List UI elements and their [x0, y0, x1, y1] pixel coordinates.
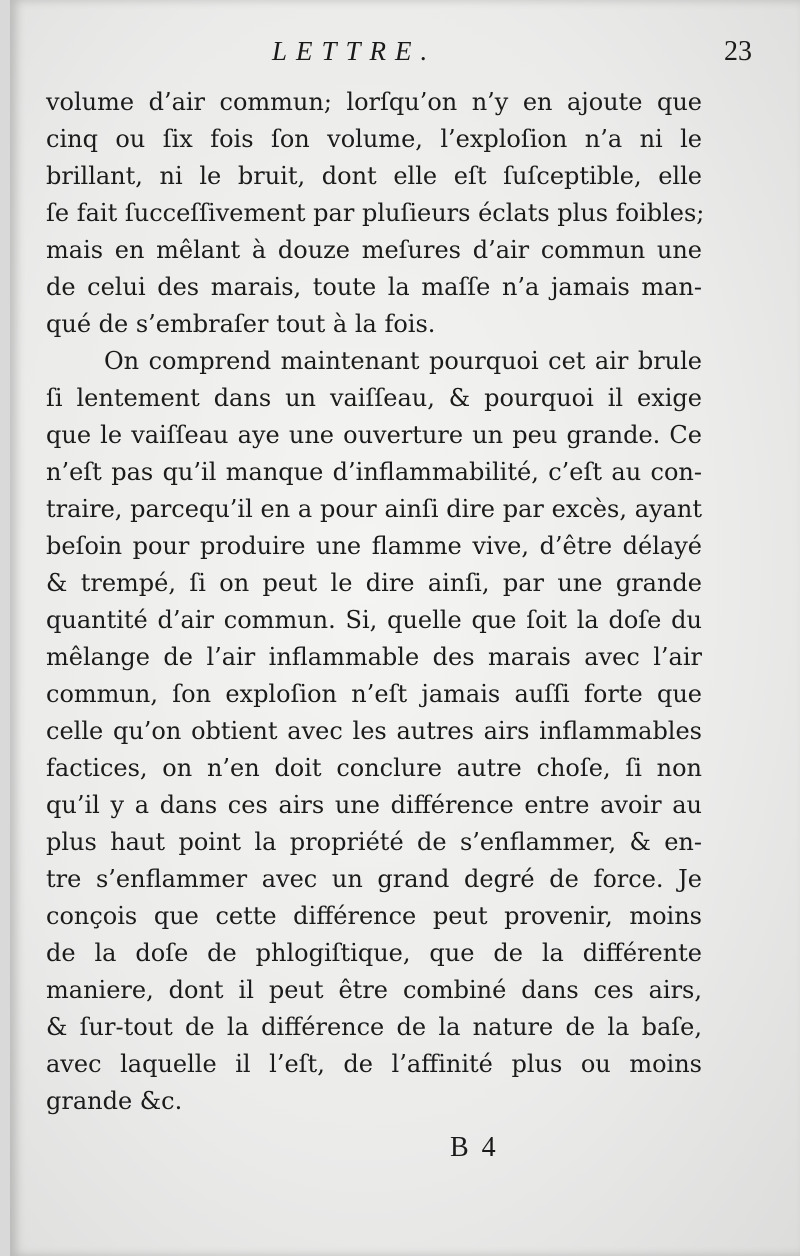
text-line: mais en mêlant à douze meſures d’air commun une — [46, 236, 702, 264]
text-line: mêlange de l’air inflammable des marais avec l’air — [46, 643, 702, 671]
body-text — [46, 84, 705, 1120]
running-title: LETTRE. — [272, 36, 437, 66]
text-line: factices, on n’en doit conclure autre choſe, ſi non — [46, 754, 702, 782]
text-line: de celui des marais, toute la maſſe n’a jamais man- — [46, 273, 702, 301]
text-line: celle qu’on obtient avec les autres airs inflammables — [46, 717, 702, 745]
text-line: qué de s’embraſer tout à la fois. — [46, 310, 436, 338]
text-line: de la doſe de phlogiſtique, que de la différente — [46, 939, 702, 967]
text-line: brillant, ni le bruit, dont elle eſt ſuſceptible, elle — [46, 162, 702, 190]
text-line: que le vaiſſeau aye une ouverture un peu grande. Ce — [46, 421, 702, 449]
text-line: avec laquelle il l’eſt, de l’affinité plus ou moins — [46, 1050, 702, 1078]
text-line: On comprend maintenant pourquoi cet air brule — [104, 347, 702, 375]
text-line: conçois que cette différence peut provenir, moins — [46, 902, 702, 930]
text-line: grande &c. — [46, 1087, 183, 1115]
page-header — [10, 36, 800, 76]
text-line: ſe fait ſucceſſivement par pluſieurs éclats plus foibles; — [46, 199, 705, 227]
text-line: plus haut point la propriété de s’enflammer, & en- — [46, 828, 702, 856]
text-line: commun, ſon exploſion n’eſt jamais auſſi forte que — [46, 680, 702, 708]
text-line: quantité d’air commun. Si, quelle que ſoit la doſe du — [46, 606, 702, 634]
text-line: tre s’enflammer avec un grand degré de force. Je — [46, 865, 702, 893]
text-line: beſoin pour produire une flamme vive, d’être délayé — [46, 532, 702, 560]
page-number: 23 — [724, 36, 752, 67]
text-line: & ſur-tout de la différence de la nature de la baſe, — [46, 1013, 702, 1041]
text-line: qu’il y a dans ces airs une différence entre avoir au — [46, 791, 702, 819]
text-line: cinq ou ſix fois ſon volume, l’exploſion n’a ni le — [46, 125, 702, 153]
text-line: & trempé, ſi on peut le dire ainſi, par une grande — [46, 569, 702, 597]
text-line: traire, parcequ’il en a pour ainſi dire par excès, ayant — [46, 495, 702, 523]
text-line: n’eſt pas qu’il manque d’inflammabilité, c’eſt au con- — [46, 458, 702, 486]
text-line: volume d’air commun; lorſqu’on n’y en ajoute que — [46, 88, 702, 116]
text-line: maniere, dont il peut être combiné dans ces airs, — [46, 976, 702, 1004]
text-line: ſi lentement dans un vaiſſeau, & pourquoi il exige — [46, 384, 702, 412]
gathering-signature: B 4 — [450, 1132, 499, 1163]
book-page — [10, 0, 800, 1256]
